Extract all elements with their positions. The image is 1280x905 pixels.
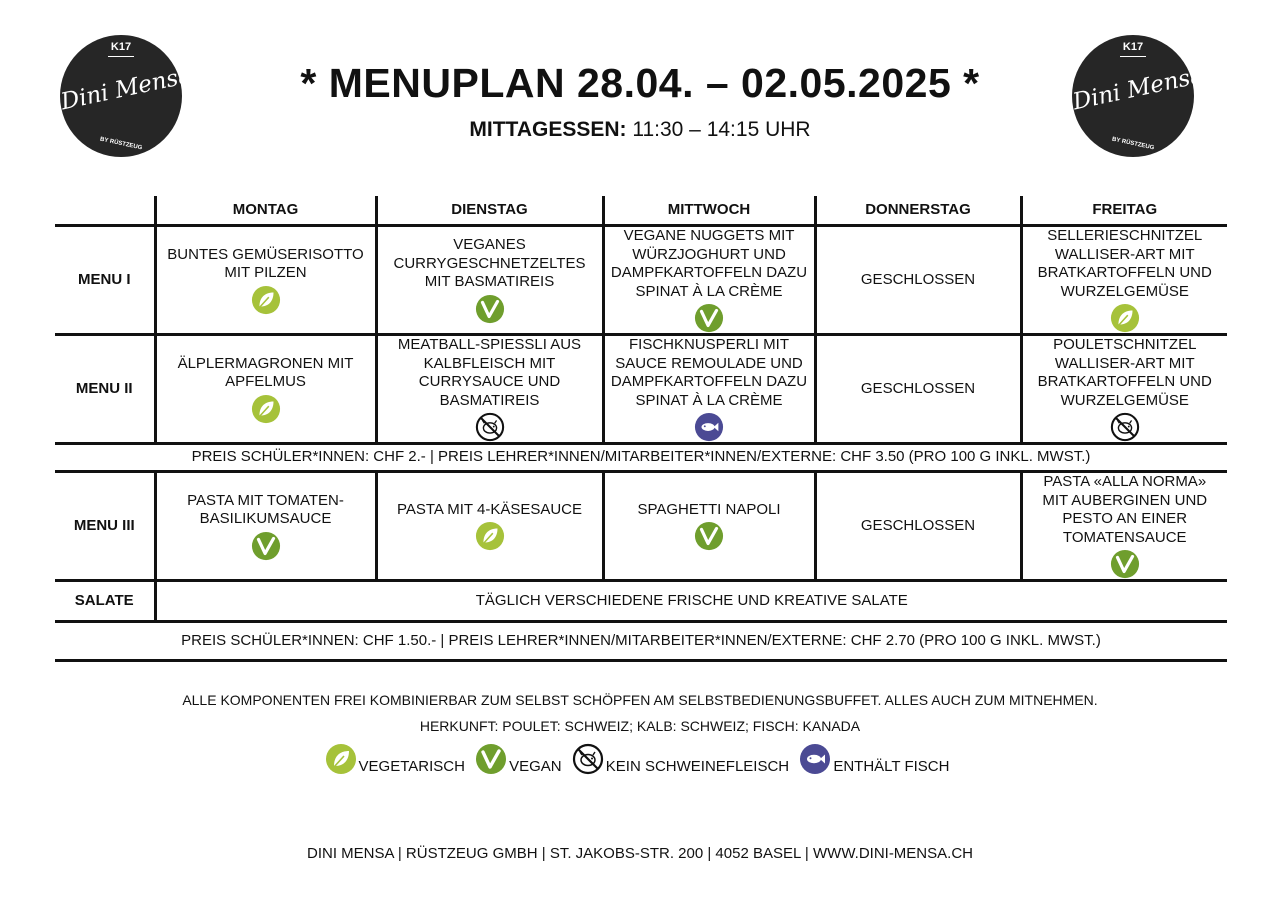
vegan-icon (694, 521, 724, 551)
origin-note: HERKUNFT: POULET: SCHWEIZ; KALB: SCHWEIZ; FISCH: KANADA (419, 718, 861, 734)
vegetarian-icon (251, 394, 281, 424)
meal-cell (155, 472, 376, 581)
vegetarian-icon (475, 521, 505, 551)
legend (0, 742, 1280, 775)
meal-text: FISCHKNUSPERLI MIT SAUCE REMOULADE UND DAMPFKARTOFFELN DAZU SPINAT À LA CRÈME (610, 336, 808, 409)
vegan-icon (694, 303, 724, 333)
no-pork-icon (475, 412, 505, 442)
meal-cell (376, 472, 603, 581)
row-label-menu-1: MENU I (55, 226, 155, 335)
vegetarian-icon (325, 743, 357, 775)
price-info: PREIS SCHÜLER*INNEN: CHF 2.- | PREIS LEHRER*INNEN/MITARBEITER*INNEN/EXTERNE: CHF 3.50 (PRO 100 G INKL. MWST.) (55, 444, 1227, 472)
meal-text: POULETSCHNITZEL WALLISER-ART MIT BRATKARTOFFELN UND WURZELGEMÜSE (1037, 336, 1212, 409)
price-row-2 (55, 622, 1227, 661)
vegan-icon (1110, 549, 1140, 579)
row-label-salate: SALATE (55, 581, 155, 622)
logo-k17: K17 (110, 41, 132, 53)
menu-table (55, 196, 1227, 662)
salad-row (55, 581, 1227, 622)
meal-cell (1021, 335, 1227, 444)
lunch-time: 11:30 – 14:15 UHR (632, 118, 811, 141)
fish-icon (694, 412, 724, 442)
meal-text: VEGANES CURRYGESCHNETZELTES MIT BASMATIREIS (393, 236, 586, 291)
vegan-icon (475, 294, 505, 324)
meal-text: BUNTES GEMÜSERISOTTO MIT PILZEN (167, 245, 364, 281)
logo-k17: K17 (1122, 41, 1144, 53)
footer-address: DINI MENSA | RÜSTZEUG GMBH | ST. JAKOBS-STR. 200 | 4052 BASEL | WWW.DINI-MENSA.CH (307, 845, 973, 862)
meal-cell (603, 226, 815, 335)
logo-brand: Dini Mensa (58, 62, 194, 116)
day-header-monday: MONTAG (155, 196, 376, 226)
vegetarian-icon (251, 285, 281, 315)
meal-text: GESCHLOSSEN (860, 379, 976, 397)
lunch-hours (0, 118, 1280, 142)
meal-cell (376, 226, 603, 335)
meal-text: VEGANE NUGGETS MIT WÜRZJOGHURT UND DAMPFKARTOFFELN DAZU SPINAT À LA CRÈME (610, 227, 808, 300)
meal-cell (815, 335, 1021, 444)
meal-text: SPAGHETTI NAPOLI (637, 500, 781, 518)
meal-cell (376, 335, 603, 444)
meal-cell (815, 472, 1021, 581)
vegan-icon (251, 531, 281, 561)
meal-text: GESCHLOSSEN (860, 270, 976, 288)
meal-text: PASTA «ALLA NORMA» MIT AUBERGINEN UND PESTO AN EINER TOMATENSAUCE (1042, 473, 1208, 546)
meal-cell (1021, 226, 1227, 335)
meal-cell (603, 472, 815, 581)
vegan-icon (475, 743, 507, 775)
no-pork-icon (1110, 412, 1140, 442)
legend-item-vegetarian: VEGETARISCH (325, 742, 471, 775)
day-header-tuesday: DIENSTAG (376, 196, 603, 226)
day-header-wednesday: MITTWOCH (603, 196, 815, 226)
menu-row-1 (55, 226, 1227, 335)
meal-cell (155, 335, 376, 444)
legend-item-vegan: VEGAN (475, 742, 568, 775)
vegetarian-icon (1110, 303, 1140, 333)
menu-row-2 (55, 335, 1227, 444)
logo-byline: BY RÜSTZEUG (1111, 136, 1155, 152)
no-pork-icon (572, 743, 604, 775)
row-label-menu-2: MENU II (55, 335, 155, 444)
meal-text: PASTA MIT TOMATEN-BASILIKUMSAUCE (187, 491, 344, 527)
table-corner (55, 196, 155, 226)
row-label-menu-3: MENU III (55, 472, 155, 581)
menu-row-3 (55, 472, 1227, 581)
meal-cell (1021, 472, 1227, 581)
logo-byline: BY RÜSTZEUG (99, 136, 143, 152)
price-info: PREIS SCHÜLER*INNEN: CHF 1.50.- | PREIS LEHRER*INNEN/MITARBEITER*INNEN/EXTERNE: CHF 2.70 (PRO 100 G INKL. MWST.) (55, 622, 1227, 661)
day-header-thursday: DONNERSTAG (815, 196, 1021, 226)
meal-text: SELLERIESCHNITZEL WALLISER-ART MIT BRATKARTOFFELN UND WURZELGEMÜSE (1037, 227, 1212, 300)
legend-item-no-pork: KEIN SCHWEINEFLEISCH (572, 742, 795, 775)
meal-text: ÄLPLERMAGRONEN MIT APFELMUS (177, 354, 354, 390)
fish-icon (799, 743, 831, 775)
day-header-friday: FREITAG (1021, 196, 1227, 226)
salad-text: TÄGLICH VERSCHIEDENE FRISCHE UND KREATIVE SALATE (155, 581, 1227, 622)
page-title: * MENUPLAN 28.04. – 02.05.2025 * (300, 60, 980, 106)
meal-text: GESCHLOSSEN (860, 516, 976, 534)
lunch-label: MITTAGESSEN: (469, 118, 627, 141)
logo-brand: Dini Mensa (1070, 62, 1206, 116)
price-row-1 (55, 444, 1227, 472)
meal-cell (155, 226, 376, 335)
meal-cell (603, 335, 815, 444)
meal-cell (815, 226, 1021, 335)
self-service-note: ALLE KOMPONENTEN FREI KOMBINIERBAR ZUM SELBST SCHÖPFEN AM SELBSTBEDIENUNGSBUFFET. ALLES AUCH ZUM MITNEHMEN. (182, 692, 1098, 708)
meal-text: MEATBALL-SPIESSLI AUS KALBFLEISCH MIT CURRYSAUCE UND BASMATIREIS (397, 336, 582, 409)
meal-text: PASTA MIT 4-KÄSESAUCE (396, 500, 583, 518)
legend-item-fish: ENTHÄLT FISCH (799, 742, 955, 775)
